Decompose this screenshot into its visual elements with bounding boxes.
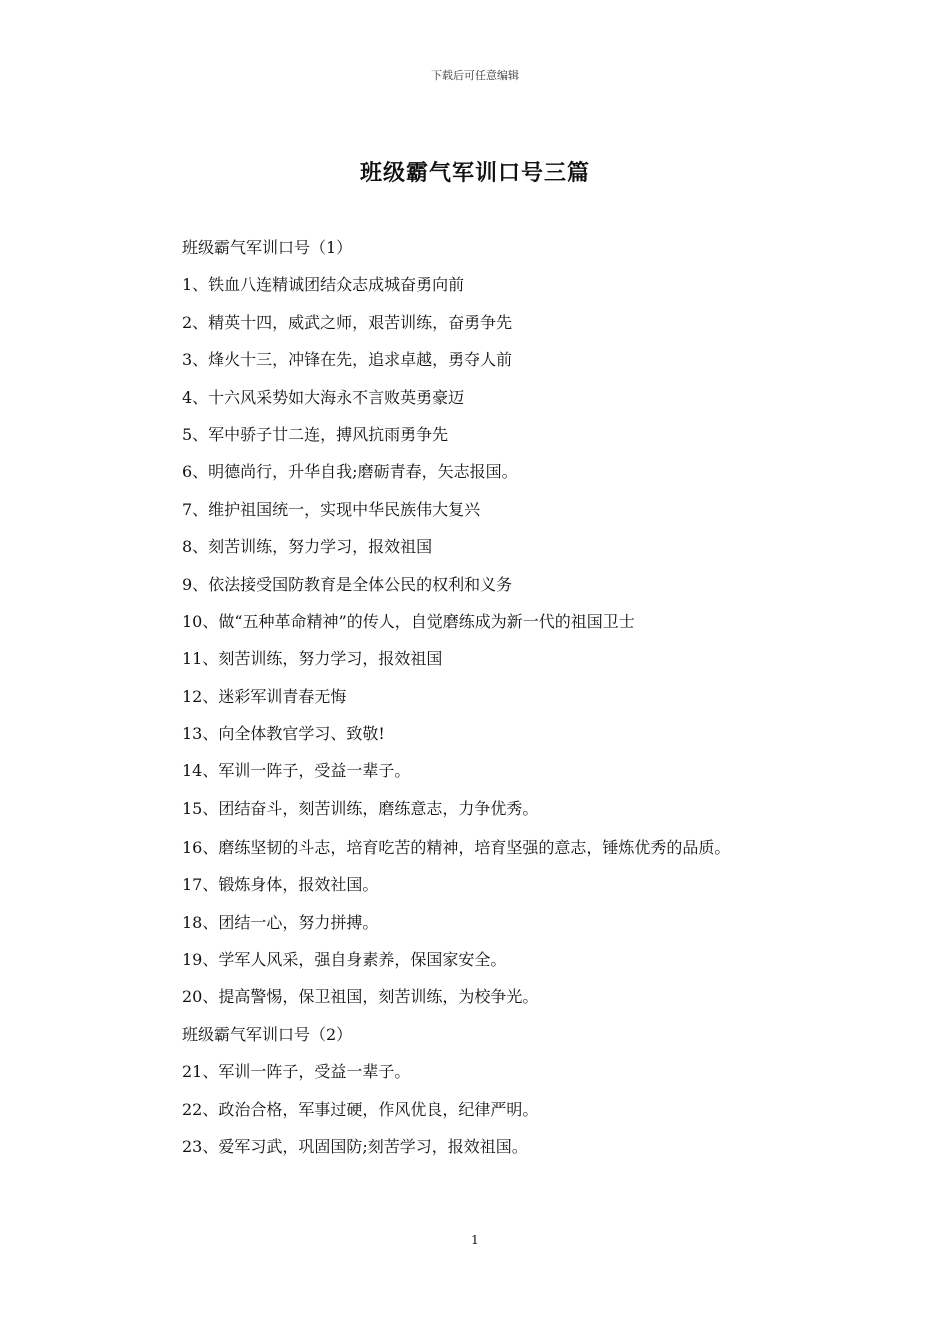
slogan-line: 7、维护祖国统一，实现中华民族伟大复兴 xyxy=(182,499,481,519)
slogan-line: 5、军中骄子廿二连，搏风抗雨勇争先 xyxy=(182,424,449,444)
slogan-line: 13、向全体教官学习、致敬! xyxy=(182,724,385,744)
slogan-line: 17、锻炼身体，报效社国。 xyxy=(182,875,379,895)
slogan-line: 15、团结奋斗，刻苦训练，磨练意志，力争优秀。 xyxy=(182,798,539,818)
slogan-line: 4、十六风采势如大海永不言败英勇豪迈 xyxy=(182,387,465,407)
slogan-line: 19、学军人风采，强自身素养，保国家安全。 xyxy=(182,950,507,970)
slogan-line: 14、军训一阵子，受益一辈子。 xyxy=(182,761,411,781)
slogan-line: 18、团结一心，努力拼搏。 xyxy=(182,912,379,932)
document-title: 班级霸气军训口号三篇 xyxy=(359,160,590,186)
slogan-line: 2、精英十四，威武之师，艰苦训练，奋勇争先 xyxy=(182,312,513,332)
slogan-line: 8、刻苦训练，努力学习，报效祖国 xyxy=(182,537,433,557)
slogan-line: 11、刻苦训练，努力学习，报效祖国 xyxy=(182,649,443,669)
section-heading: 班级霸气军训口号（1） xyxy=(182,238,353,257)
slogan-line: 9、依法接受国防教育是全体公民的权利和义务 xyxy=(182,574,513,594)
slogan-line: 3、烽火十三，冲锋在先，追求卓越，勇夺人前 xyxy=(182,350,513,370)
slogan-line: 12、迷彩军训青春无悔 xyxy=(182,686,347,706)
slogan-line: 1、铁血八连精诚团结众志成城奋勇向前 xyxy=(182,275,465,295)
slogan-line: 10、做“五种革命精神”的传人，自觉磨练成为新一代的祖国卫士 xyxy=(182,611,635,631)
document-body xyxy=(144,233,812,1169)
slogan-line: 21、军训一阵子，受益一辈子。 xyxy=(182,1062,411,1082)
slogan-line: 23、爱军习武，巩固国防;刻苦学习，报效祖国。 xyxy=(182,1136,528,1156)
page-number: 1 xyxy=(471,1233,479,1247)
page-header-note: 下载后可任意编辑 xyxy=(431,69,519,82)
slogan-line: 22、政治合格，军事过硬，作风优良，纪律严明。 xyxy=(182,1099,539,1119)
section-heading: 班级霸气军训口号（2） xyxy=(182,1024,353,1044)
slogan-line: 16、磨练坚韧的斗志，培育吃苦的精神，培育坚强的意志，锤炼优秀的品质。 xyxy=(182,838,731,858)
slogan-line: 6、明德尚行，升华自我;磨砺青春，矢志报国。 xyxy=(182,462,518,482)
slogan-line: 20、提高警惕，保卫祖国，刻苦训练，为校争光。 xyxy=(182,987,539,1007)
